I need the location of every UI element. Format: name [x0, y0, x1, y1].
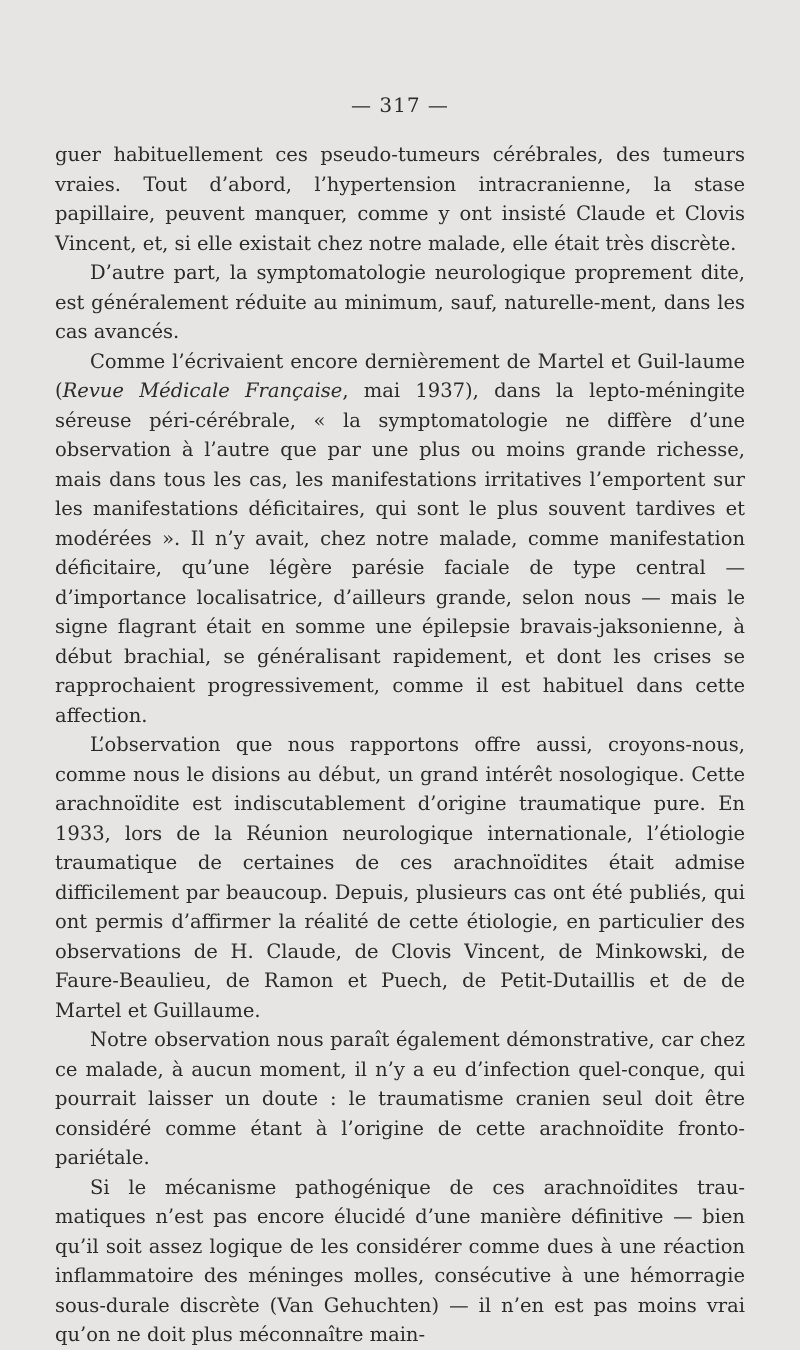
paragraph-5: Notre observation nous paraît également démonstrative, car chez ce malade, à aucun moment, il n’y a eu d’infection quel-conque, qui pourrait laisser un doute : le traumatisme cranien seul doit être considéré comme étant à l’origine de cette arachnoïdite fronto-pariétale.: [55, 1028, 745, 1169]
paragraph-2: D’autre part, la symptomatologie neurologique proprement dite, est généralement réduite au minimum, sauf, naturelle-ment, dans les cas avancés.: [55, 261, 745, 343]
paragraph-6: Si le mécanisme pathogénique de ces arachnoïdites trau-matiques n’est pas encore élucidé d’une manière définitive — bien qu’il soit assez logique de les considérer comme dues à une réaction inflammatoire des méninges molles, consécutive à une hémorragie sous-durale discrète (Van Gehuchten) — il n’en est pas moins vrai qu’on ne doit plus méconnaître main-: [55, 1175, 745, 1346]
paragraph-1: guer habituellement ces pseudo-tumeurs cérébrales, des tumeurs vraies. Tout d’abord, l’hypertension intracranienne, la stase papillaire, peuvent manquer, comme y ont insisté Claude et Clovis Vincent, et, si elle existait chez notre malade, elle était très discrète.: [55, 143, 745, 255]
paragraph-3: [55, 347, 745, 731]
paragraph-3-text-before: Comme l’écrivaient encore dernièrement de Martel et Guil-laume (: [55, 349, 745, 402]
paragraph-4: L’observation que nous rapportons offre aussi, croyons-nous, comme nous le disions au début, un grand intérêt nosologique. Cette arachnoïdite est indiscutablement d’origine traumatique pure. En 1933, lors de la Réunion neurologique internationale, l’étiologie traumatique de certaines de ces arachnoïdites était admise difficilement par beaucoup. Depuis, plusieurs cas ont été publiés, qui ont permis d’affirmer la réalité de cette étiologie, en particulier des observations de H. Claude, de Clovis Vincent, de Minkowski, de Faure-Beaulieu, de Ramon et Puech, de Petit-Dutaillis et de de Martel et Guillaume.: [55, 733, 745, 1022]
paragraph-3-text-after: , mai 1937), dans la lepto-méningite séreuse péri-cérébrale, « la symptomatologie ne diffère d’une observation à l’autre que par une plus ou moins grande richesse, mais dans tous les cas, les manifestations irritatives l’emportent sur les manifestations déficitaires, qui sont le plus souvent tardives et modérées ». Il n’y avait, chez notre malade, comme manifestation déficitaire, qu’une légère parésie faciale de type central — d’importance localisatrice, d’ailleurs grande, selon nous — mais le signe flagrant était en somme une épilepsie bravais-jaksonienne, à début brachial, se généralisant rapidement, et dont les crises se rapprochaient progressivement, comme il est habituel dans cette affection.: [55, 379, 746, 727]
page-number: — 317 —: [351, 93, 449, 117]
body-text: [55, 140, 745, 1350]
journal-title: Revue Médicale Française: [62, 379, 343, 402]
